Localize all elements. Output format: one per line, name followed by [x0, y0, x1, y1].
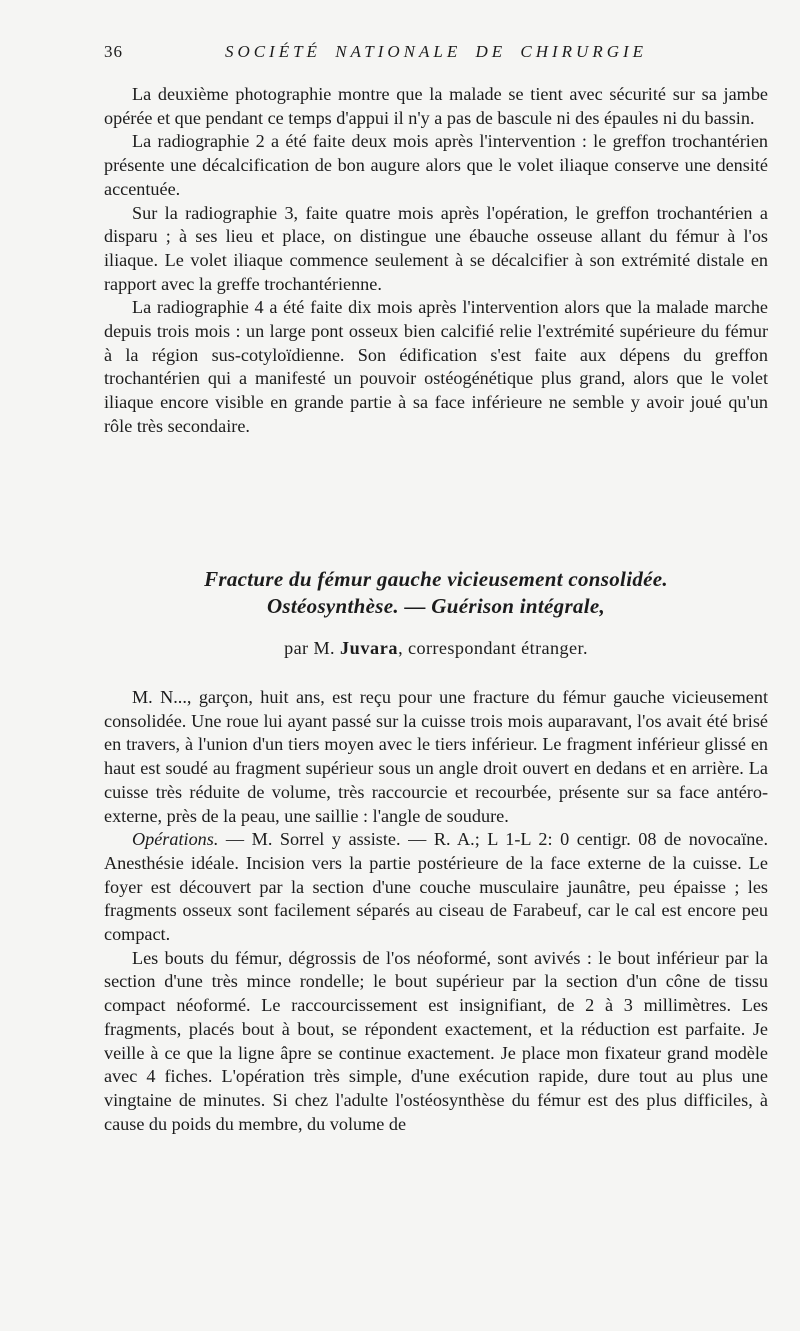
operations-text: — M. Sorrel y assiste. — R. A.; L 1-L 2: 0 centigr. 08 de novocaïne. Anesthésie idéale. Incision vers la partie postérieure de la face externe de la cuisse. Le foyer est découvert par la section d'une couche musculaire jaunâtre, peu épaisse ; les fragments osseux sont facilement séparés au ciseau de Farabeuf, car le cal est encore peu compact.: [104, 829, 768, 945]
byline-suffix: , correspondant étranger.: [398, 638, 588, 658]
paragraph-radiographie-4: La radiographie 4 a été faite dix mois après l'intervention alors que la malade marche depuis trois mois : un large pont osseux bien calcifié relie l'extrémité supérieure du fémur à la région sus-cotyloïdienne. Son édification s'est faite aux dépens du greffon trochantérien qui a manifesté un pouvoir ostéogénétique plus grand, alors que le volet iliaque encore visible en grande partie à sa face inférieure ne semble y avoir joué qu'un rôle très secondaire.: [104, 297, 768, 436]
paragraph-case-presentation: M. N..., garçon, huit ans, est reçu pour une fracture du fémur gauche vicieusement consolidée. Une roue lui ayant passé sur la cuisse trois mois auparavant, l'os avait été brisé en travers, à l'union d'un tiers moyen avec le tiers inférieur. Le fragment inférieur glissé en haut est soudé au fragment supérieur sous un angle droit ouvert en dedans et en arrière. La cuisse très réduite de volume, très raccourcie et recourbée, présente sur sa face antéro-externe, près de la peau, une saillie : l'angle de soudure.: [104, 687, 768, 826]
byline-prefix: par M.: [284, 638, 335, 658]
article-title: [104, 566, 768, 620]
page-number: 36: [104, 42, 123, 61]
article-title-line-1: Fracture du fémur gauche vicieusement consolidée.: [204, 567, 668, 591]
paragraph-femur-ends: Les bouts du fémur, dégrossis de l'os néoformé, sont avivés : le bout inférieur par la section d'une très mince rondelle; le bout supérieur par la section d'un cône de tissu compact néoformé. Le raccourcissement est insignifiant, de 2 à 3 millimètres. Les fragments, placés bout à bout, se répondent exactement, et la réduction est parfaite. Je veille à ce que la ligne âpre se continue exactement. Je place mon fixateur grand modèle avec 4 fiches. L'opération très simple, d'une exécution rapide, dure tout au plus une vingtaine de minutes. Si chez l'adulte l'ostéosynthèse du fémur est des plus difficiles, à cause du poids du membre, du volume de: [104, 947, 768, 1134]
paragraph-operations: [104, 828, 768, 947]
author-name: Juvara: [339, 638, 399, 658]
operations-label: Opérations.: [132, 829, 219, 850]
article-title-line-2: Ostéosynthèse. — Guérison intégrale,: [266, 594, 606, 618]
paragraph-radiographie-2: La radiographie 2 a été faite deux mois après l'intervention : le greffon trochantérien présente une décalcification de bon augure alors que le volet iliaque conserve une densité accentuée.: [104, 131, 768, 199]
article-body: [104, 686, 768, 1136]
article-byline: [104, 638, 768, 659]
paragraph-photographie: La deuxième photographie montre que la malade se tient avec sécurité sur sa jambe opérée et que pendant ce temps d'appui il n'y a pas de bascule ni des épaules ni du bassin.: [104, 84, 768, 128]
previous-case-text: [104, 83, 768, 439]
journal-title: SOCIÉTÉ NATIONALE DE CHIRURGIE: [224, 42, 648, 61]
running-header: [104, 42, 768, 66]
paragraph-radiographie-3: Sur la radiographie 3, faite quatre mois après l'opération, le greffon trochantérien a disparu ; à ses lieu et place, on distingue une ébauche osseuse allant du fémur à l'os iliaque. Le volet iliaque commence seulement à se décalcifier à son extrémité distale en rapport avec la greffe trochantérienne.: [104, 202, 768, 294]
